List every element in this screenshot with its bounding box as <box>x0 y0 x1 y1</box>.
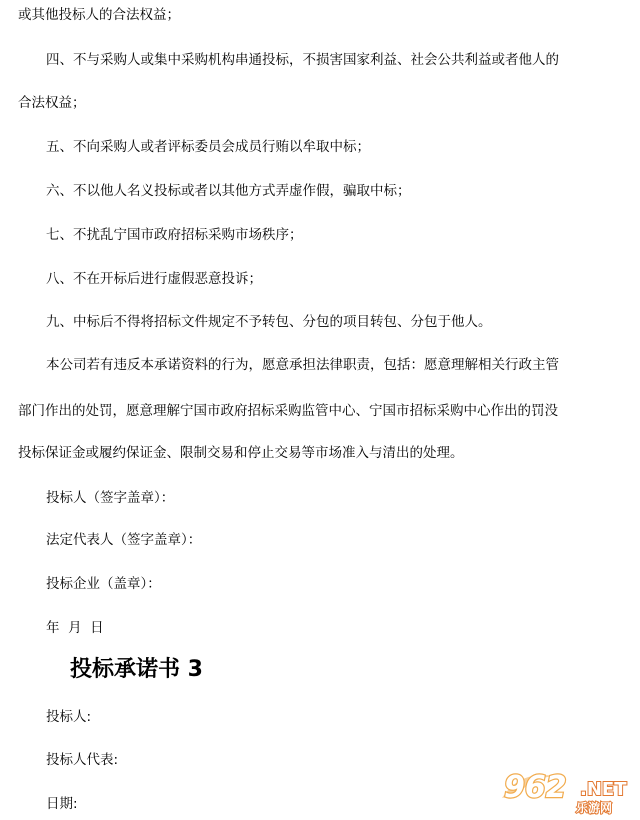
text-line: 投标保证金或履约保证金、限制交易和停止交易等市场准入与清出的处理。 <box>18 445 464 461</box>
watermark-logo-icon <box>496 764 636 816</box>
watermark-logo-text: 962 <box>504 770 567 805</box>
site-watermark <box>496 764 636 816</box>
signature-line: 法定代表人（签字盖章）： <box>46 532 202 548</box>
watermark-domain: .NET <box>580 779 627 800</box>
field-label: 日期: <box>46 796 78 812</box>
text-line: 合法权益； <box>18 95 86 111</box>
text-line: 九、中标后不得将招标文件规定不予转包、分包的项目转包、分包于他人。 <box>46 314 492 330</box>
text-line: 七、不扰乱宁国市政府招标采购市场秩序； <box>46 227 303 243</box>
text-line: 五、不向采购人或者评标委员会成员行贿以牟取中标； <box>46 139 370 155</box>
text-line: 或其他投标人的合法权益； <box>18 7 180 23</box>
field-label: 投标人代表: <box>46 752 119 768</box>
watermark-site-name: 乐游网 <box>576 801 613 815</box>
signature-line: 投标人（签字盖章）： <box>46 490 175 506</box>
text-line: 部门作出的处罚，愿意理解宁国市政府招标采购监管中心、宁国市招标采购中心作出的罚没 <box>18 403 558 419</box>
text-line: 六、不以他人名义投标或者以其他方式弄虚作假，骗取中标； <box>46 183 411 199</box>
field-label: 投标人: <box>46 709 92 725</box>
signature-line: 投标企业（盖章）： <box>46 576 161 592</box>
text-line: 八、不在开标后进行虚假恶意投诉； <box>46 271 262 287</box>
text-line: 本公司若有违反本承诺资料的行为，愿意承担法律职责，包括：愿意理解相关行政主管 <box>46 357 559 373</box>
section-heading: 投标承诺书 3 <box>70 657 203 682</box>
date-line: 年 月 日 <box>46 620 104 636</box>
text-line: 四、不与采购人或集中采购机构串通投标，不损害国家利益、社会公共利益或者他人的 <box>46 52 559 68</box>
